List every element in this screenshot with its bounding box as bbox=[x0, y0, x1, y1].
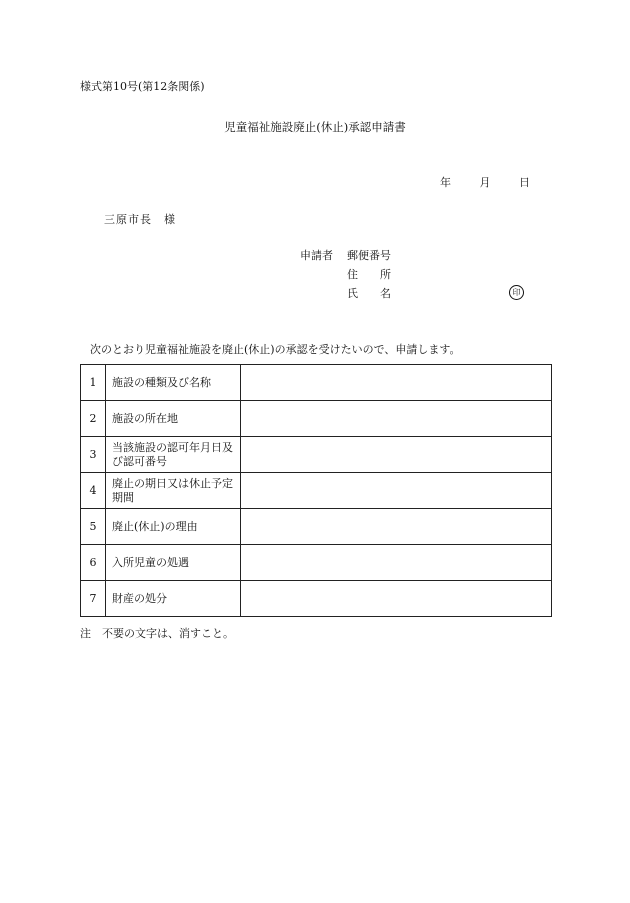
row-value[interactable] bbox=[241, 581, 552, 617]
intro-text: 次のとおり児童福祉施設を廃止(休止)の承認を受けたいので、申請します。 bbox=[90, 343, 461, 356]
row-label: 施設の種類及び名称 bbox=[106, 365, 241, 401]
row-label: 財産の処分 bbox=[106, 581, 241, 617]
table-row bbox=[81, 473, 552, 509]
table-row bbox=[81, 509, 552, 545]
seal-mark: 印 bbox=[509, 285, 524, 300]
document-title: 児童福祉施設廃止(休止)承認申請書 bbox=[224, 120, 406, 134]
row-label: 廃止の期日又は休止予定期間 bbox=[106, 473, 241, 509]
row-number: 7 bbox=[81, 581, 106, 617]
table-row bbox=[81, 401, 552, 437]
row-label: 当該施設の認可年月日及び認可番号 bbox=[106, 437, 241, 473]
row-label: 施設の所在地 bbox=[106, 401, 241, 437]
table-row bbox=[81, 581, 552, 617]
row-number: 6 bbox=[81, 545, 106, 581]
table-row bbox=[81, 545, 552, 581]
postal-code-label: 郵便番号 bbox=[347, 249, 391, 262]
address-label: 住 所 bbox=[347, 268, 391, 281]
table-row bbox=[81, 437, 552, 473]
row-number: 5 bbox=[81, 509, 106, 545]
date-year: 年 bbox=[440, 176, 451, 189]
row-label: 廃止(休止)の理由 bbox=[106, 509, 241, 545]
row-number: 4 bbox=[81, 473, 106, 509]
form-number: 様式第10号(第12条関係) bbox=[80, 80, 205, 93]
name-label: 氏 名 bbox=[347, 287, 391, 300]
footnote: 注 不要の文字は、消すこと。 bbox=[80, 627, 234, 640]
application-table bbox=[80, 364, 552, 617]
row-number: 2 bbox=[81, 401, 106, 437]
row-value[interactable] bbox=[241, 365, 552, 401]
row-label: 入所児童の処遇 bbox=[106, 545, 241, 581]
date-line bbox=[440, 176, 530, 190]
addressee: 三原市長 様 bbox=[104, 213, 176, 226]
date-day: 日 bbox=[519, 176, 530, 189]
applicant-label: 申請者 bbox=[300, 249, 333, 262]
table-row bbox=[81, 365, 552, 401]
row-value[interactable] bbox=[241, 545, 552, 581]
row-number: 1 bbox=[81, 365, 106, 401]
date-month: 月 bbox=[479, 176, 491, 189]
row-value[interactable] bbox=[241, 437, 552, 473]
row-number: 3 bbox=[81, 437, 106, 473]
row-value[interactable] bbox=[241, 401, 552, 437]
row-value[interactable] bbox=[241, 473, 552, 509]
row-value[interactable] bbox=[241, 509, 552, 545]
